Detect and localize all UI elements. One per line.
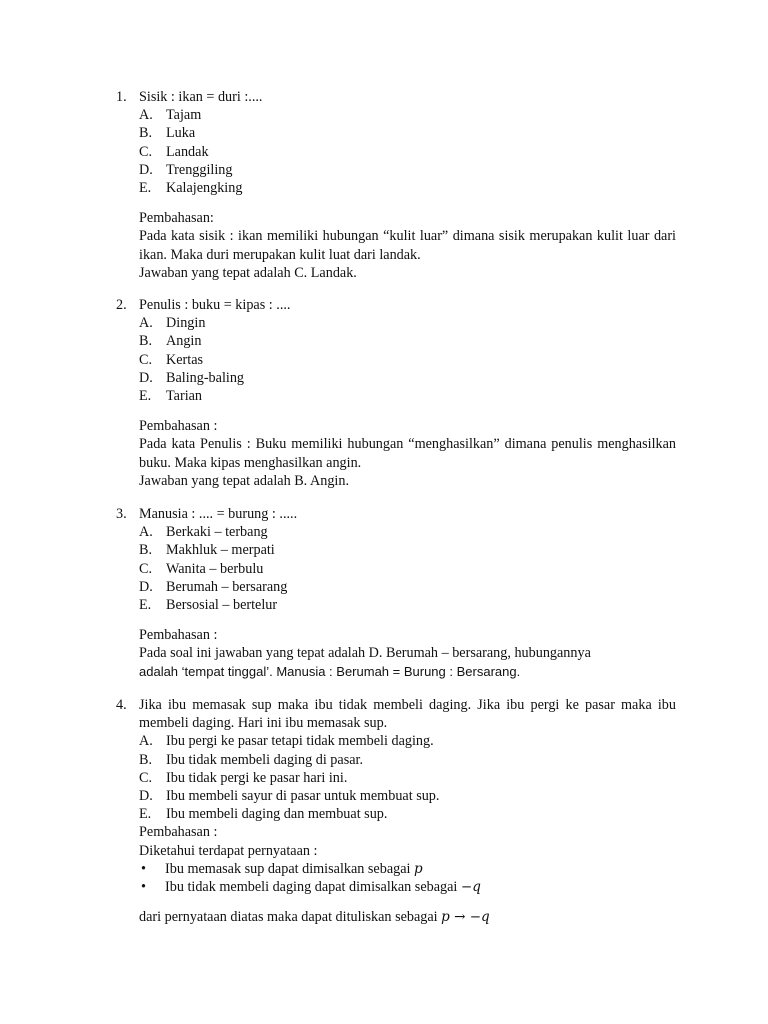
option-d — [139, 369, 676, 387]
question-text: Manusia : .... = burung : ..... — [139, 506, 298, 522]
option-d — [139, 787, 676, 805]
explanation — [139, 626, 676, 681]
option-letter: D. — [139, 578, 153, 595]
option-letter: D. — [139, 161, 153, 178]
question-number: 4. — [116, 697, 127, 713]
options-list — [116, 523, 676, 614]
option-text: Trenggiling — [166, 161, 233, 178]
statement-text: Ibu memasak sup dapat dimisalkan sebagai — [165, 860, 415, 877]
question-3 — [116, 505, 676, 681]
option-b — [139, 332, 676, 350]
option-text: Berkaki – terbang — [166, 524, 268, 541]
option-c — [139, 143, 676, 161]
option-e — [139, 596, 676, 614]
explanation-title: Pembahasan: — [139, 210, 214, 227]
option-letter: E. — [139, 597, 152, 614]
statement-list — [139, 860, 676, 896]
option-letter: B. — [139, 333, 153, 350]
statement-item — [139, 860, 676, 878]
question-4 — [116, 696, 676, 926]
question-text: Jika ibu memasak sup maka ibu tidak membeli daging. Jika ibu pergi ke pasar maka ibu membeli daging. Hari ini ibu memasak sup. — [139, 697, 676, 732]
option-e — [139, 387, 676, 405]
option-c — [139, 769, 676, 787]
option-d — [139, 161, 676, 179]
bullet-icon: • — [141, 879, 146, 896]
option-text: Tajam — [166, 107, 202, 124]
option-text: Wanita – berbulu — [166, 560, 264, 577]
conclusion-text: dari pernyataan diatas maka dapat dituliskan sebagai — [139, 909, 442, 926]
question-2 — [116, 296, 676, 490]
answer-text: Jawaban yang tepat adalah C. Landak. — [139, 264, 357, 281]
option-b — [139, 541, 676, 559]
option-text: Ibu membeli daging dan membuat sup. — [166, 806, 388, 823]
option-letter: B. — [139, 542, 153, 559]
options-list — [116, 732, 676, 823]
option-a — [139, 314, 676, 332]
option-a — [139, 106, 676, 124]
options-list — [116, 314, 676, 405]
option-letter: A. — [139, 315, 153, 332]
option-text: Kertas — [166, 351, 204, 368]
option-text: Ibu membeli sayur di pasar untuk membuat sup. — [166, 788, 440, 805]
explanation-text: Pada kata sisik : ikan memiliki hubungan “kulit luar” dimana sisik merupakan kulit luar dari ikan. Maka duri merupakan kulit luat dari landak. — [139, 228, 676, 263]
option-text: Ibu tidak pergi ke pasar hari ini. — [166, 769, 348, 786]
answer-text: Jawaban yang tepat adalah B. Angin. — [139, 472, 349, 489]
option-letter: B. — [139, 125, 153, 142]
option-text: Landak — [166, 143, 209, 160]
explanation — [139, 417, 676, 490]
option-letter: E. — [139, 388, 152, 405]
question-number: 2. — [116, 297, 127, 313]
option-a — [139, 732, 676, 750]
option-c — [139, 351, 676, 369]
option-a — [139, 523, 676, 541]
option-text: Tarian — [166, 388, 203, 405]
option-letter: C. — [139, 351, 153, 368]
bullet-icon: • — [141, 860, 146, 877]
statement-text: Ibu tidak membeli daging dapat dimisalkan sebagai — [165, 879, 461, 896]
explanation-text: Pada soal ini jawaban yang tepat adalah D. Berumah – bersarang, hubungannya — [139, 645, 591, 662]
option-text: Kalajengking — [166, 180, 243, 197]
conclusion-math: p → −q — [441, 909, 490, 926]
option-letter: B. — [139, 751, 153, 768]
question-1 — [116, 88, 676, 282]
option-letter: D. — [139, 788, 153, 805]
options-list — [116, 106, 676, 197]
option-text: Angin — [166, 333, 202, 350]
explanation-title: Pembahasan : — [139, 627, 218, 644]
explanation-text-line2: adalah ‘tempat tinggal’. Manusia : Berumah = Burung : Bersarang. — [139, 663, 521, 679]
statement-math: p — [414, 860, 423, 877]
option-letter: D. — [139, 369, 153, 386]
option-letter: A. — [139, 733, 153, 750]
option-letter: E. — [139, 806, 152, 823]
option-text: Baling-baling — [166, 369, 245, 386]
option-b — [139, 751, 676, 769]
option-letter: E. — [139, 180, 152, 197]
explanation-title: Pembahasan : — [139, 824, 218, 841]
explanation-text: Pada kata Penulis : Buku memiliki hubungan “menghasilkan” dimana penulis menghasilkan buku. Maka kipas menghasilkan angin. — [139, 436, 676, 471]
explanation-intro: Diketahui terdapat pernyataan : — [139, 842, 318, 859]
question-text: Sisik : ikan = duri :.... — [139, 89, 263, 105]
option-text: Makhluk – merpati — [166, 542, 275, 559]
option-letter: A. — [139, 524, 153, 541]
explanation-title: Pembahasan : — [139, 418, 218, 435]
question-text: Penulis : buku = kipas : .... — [139, 297, 291, 313]
option-text: Berumah – bersarang — [166, 578, 288, 595]
option-text: Dingin — [166, 315, 206, 332]
option-text: Luka — [166, 125, 196, 142]
question-number: 3. — [116, 506, 127, 522]
statement-item — [139, 878, 676, 896]
option-d — [139, 578, 676, 596]
option-text: Ibu tidak membeli daging di pasar. — [166, 751, 364, 768]
statement-math: −q — [460, 879, 481, 896]
option-letter: A. — [139, 107, 153, 124]
option-letter: C. — [139, 769, 153, 786]
option-text: Ibu pergi ke pasar tetapi tidak membeli daging. — [166, 733, 434, 750]
option-letter: C. — [139, 143, 153, 160]
option-b — [139, 124, 676, 142]
option-e — [139, 805, 676, 823]
question-number: 1. — [116, 89, 127, 105]
option-letter: C. — [139, 560, 153, 577]
explanation — [139, 209, 676, 282]
option-c — [139, 560, 676, 578]
option-text: Bersosial – bertelur — [166, 597, 278, 614]
option-e — [139, 179, 676, 197]
explanation — [139, 823, 676, 926]
